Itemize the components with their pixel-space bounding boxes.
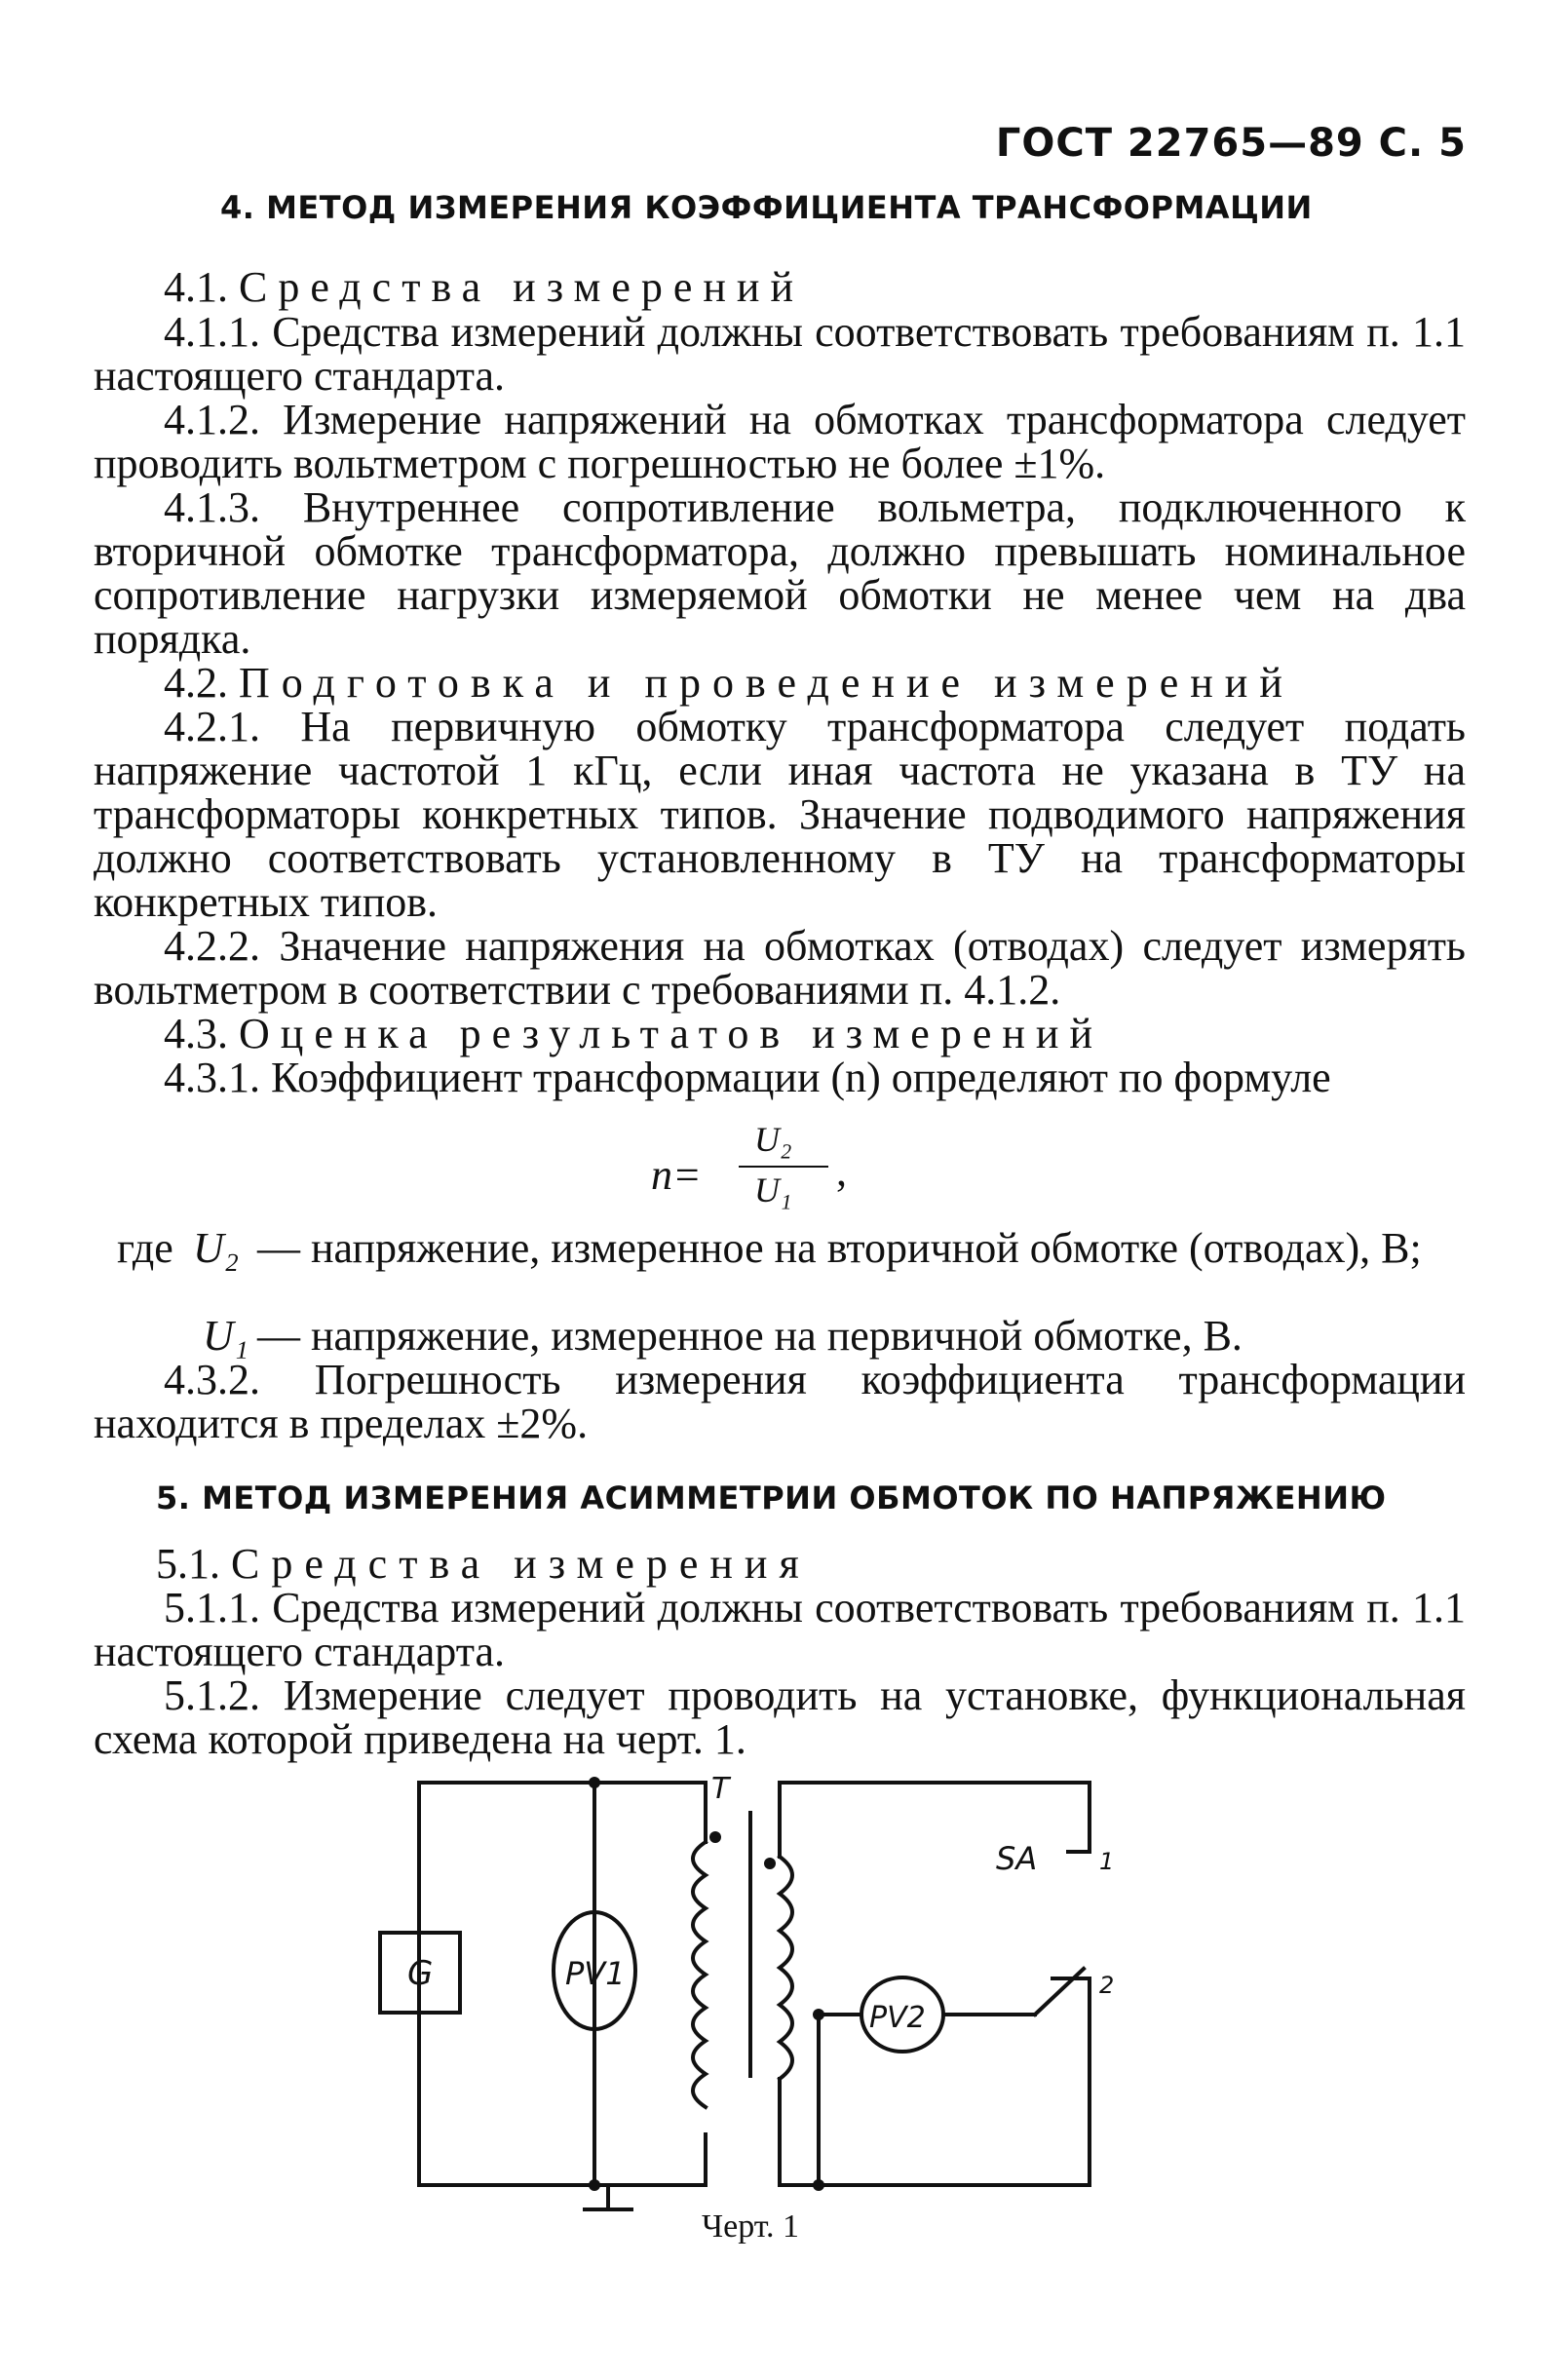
subsection-title: Подготовка и проведение измерений: [239, 659, 1294, 707]
formula-lhs: n=: [651, 1151, 702, 1199]
paragraph-4-3-2: 4.3.2. Погрешность измерения коэффициента трансформации находится в пределах ±2%.: [94, 1356, 1466, 1447]
paragraph-4-1-2: 4.1.2. Измерение напряжений на обмотках трансформатора следует проводить вольтметром с погрешностью не более ±1%.: [94, 396, 1466, 487]
subsection-title: Средства измерения: [231, 1540, 811, 1588]
generator-label: G: [407, 1954, 434, 1993]
running-head: ГОСТ 22765—89 С. 5: [995, 121, 1467, 166]
paragraph-4-1-3: 4.1.3. Внутреннее сопротивление вольметра, подключенного к вторичной обмотке трансформатора, должно превышать номинальное сопротивление нагрузки измеряемой обмотки не менее чем на два порядка.: [94, 483, 1466, 663]
section-5-title: 5. МЕТОД ИЗМЕРЕНИЯ АСИММЕТРИИ ОБМОТОК ПО НАПРЯЖЕНИЮ: [156, 1479, 1387, 1516]
subsection-number: 4.3.: [164, 1010, 228, 1057]
figure-caption: Черт. 1: [702, 2208, 800, 2245]
secondary-coil: [780, 1857, 792, 2079]
where-u1-symbol: U₁: [203, 1312, 249, 1360]
paragraph-4-2-2: 4.2.2. Значение напряжения на обмотках (отводах) следует измерять вольтметром в соответствии с требованиями п. 4.1.2.: [94, 922, 1466, 1014]
junction-dot: [813, 2179, 824, 2191]
paragraph-4-3-1: 4.3.1. Коэффициент трансформации (n) определяют по формуле: [164, 1054, 1331, 1101]
contact-2-label: 2: [1099, 1972, 1115, 1999]
switch-blade: [1035, 1969, 1084, 2015]
subsection-number: 4.2.: [164, 659, 228, 707]
primary-circuit-wire: [419, 1783, 706, 2185]
paragraph-4-1-1: 4.1.1. Средства измерений должны соответствовать требованиям п. 1.1 настоящего стандарта.: [94, 308, 1466, 400]
where-u2-description: — напряжение, измеренное на вторичной обмотке (отводах), В;: [257, 1224, 1422, 1272]
paragraph-4-2-1: 4.2.1. На первичную обмотку трансформатора следует подать напряжение частотой 1 кГц, если иная частота не указана в ТУ на трансформаторы конкретных типов. Значение подводимого напряжения должно соответствовать установленному в ТУ на трансформаторы конкретных типов.: [94, 703, 1466, 926]
polarity-dot: [709, 1831, 721, 1843]
formula-numerator: U₂: [754, 1120, 792, 1159]
subsection-title: Оценка результатов измерений: [239, 1010, 1104, 1057]
where-label: где: [117, 1224, 173, 1272]
formula-denominator: U₁: [754, 1171, 792, 1209]
subsection-title: Средства измерений: [239, 263, 805, 311]
where-u1-description: — напряжение, измеренное на первичной обмотке, В.: [257, 1312, 1243, 1360]
section-4-title: 4. МЕТОД ИЗМЕРЕНИЯ КОЭФФИЦИЕНТА ТРАНСФОРМАЦИИ: [220, 189, 1313, 226]
junction-dot: [813, 2009, 824, 2020]
where-u2-symbol: U₂: [193, 1224, 240, 1272]
switch-label: SA: [996, 1840, 1038, 1877]
junction-dot: [589, 1777, 600, 1788]
voltmeter-2-label: PV2: [869, 2001, 926, 2035]
subsection-number: 5.1.: [156, 1540, 220, 1588]
paragraph-5-1-2: 5.1.2. Измерение следует проводить на установке, функциональная схема которой приведена на черт. 1.: [94, 1671, 1466, 1763]
contact-1-label: 1: [1099, 1848, 1115, 1875]
formula-comma: ,: [836, 1147, 847, 1195]
subsection-number: 4.1.: [164, 263, 228, 311]
primary-coil: [693, 1842, 706, 2107]
paragraph-5-1-1: 5.1.1. Средства измерений должны соответствовать требованиям п. 1.1 настоящего стандарта.: [94, 1584, 1466, 1675]
secondary-top-wire: [780, 1783, 1090, 1857]
polarity-dot: [764, 1858, 776, 1869]
junction-dot: [589, 2179, 600, 2191]
voltmeter-1-label: PV1: [565, 1955, 626, 1992]
transformer-label: T: [711, 1772, 730, 1806]
